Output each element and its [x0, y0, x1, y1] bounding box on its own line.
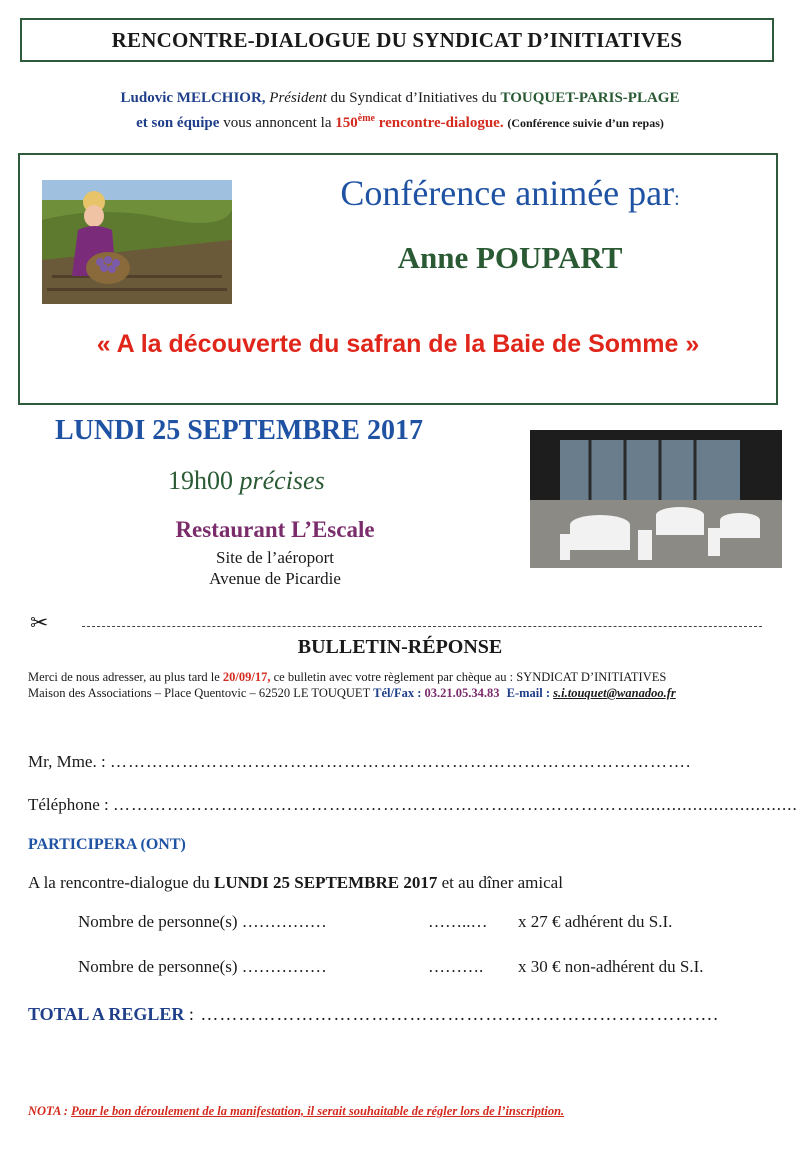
- members-count-label: Nombre de personne(s) ……………: [78, 912, 327, 931]
- venue-address-2: Avenue de Picardie: [209, 569, 341, 588]
- event-time-note: précises: [239, 466, 325, 495]
- name-label: Mr, Mme. :: [28, 752, 106, 771]
- rencontre-date: LUNDI 25 SEPTEMBRE 2017: [214, 873, 438, 892]
- members-count-field[interactable]: ……..…: [428, 912, 488, 931]
- town-name: TOUQUET-PARIS-PLAGE: [500, 90, 680, 106]
- team-text: et son équipe: [136, 115, 220, 131]
- total-field[interactable]: : ……………………………………………………………………….: [188, 1004, 719, 1024]
- email-label: E-mail :: [506, 686, 551, 700]
- event-date: LUNDI 25 SEPTEMBRE 2017: [55, 415, 423, 446]
- rencontre-line: [28, 873, 563, 893]
- email-link[interactable]: s.i.touquet@wanadoo.fr: [553, 686, 676, 700]
- members-price: x 27 € adhérent du S.I.: [518, 912, 673, 931]
- edition-label: rencontre-dialogue.: [378, 115, 504, 131]
- phone-label: Téléphone :: [28, 795, 109, 814]
- president-role: Président: [269, 90, 327, 106]
- intro-line-1: [0, 90, 800, 107]
- conference-title-text: Conférence animée par: [340, 173, 675, 213]
- non-members-price: x 30 € non-adhérent du S.I.: [518, 957, 704, 976]
- phone-field[interactable]: ……………………………………………………………………………...............................: [112, 795, 798, 814]
- speaker-name: Anne POUPART: [397, 240, 623, 275]
- edition-number: [335, 115, 503, 131]
- tel-label: Tél/Fax :: [373, 686, 422, 700]
- bulletin-address: Maison des Associations – Place Quentovic – 62520 LE TOUQUET: [28, 686, 370, 700]
- name-field-row[interactable]: [28, 752, 691, 772]
- bulletin-line-1-a: Merci de nous adresser, au plus tard le: [28, 670, 220, 684]
- participera-heading: PARTICIPERA (ONT): [28, 836, 186, 853]
- event-time: [168, 466, 325, 496]
- nota: [28, 1104, 564, 1119]
- conference-title-colon: :: [674, 188, 680, 210]
- non-members-count-label: Nombre de personne(s) ……………: [78, 957, 327, 976]
- nota-label: NOTA :: [28, 1104, 68, 1118]
- nota-text: Pour le bon déroulement de la manifestation, il serait souhaitable de régler lors de l’inscription.: [71, 1104, 565, 1118]
- conference-topic: « A la découverte du safran de la Baie de Somme »: [96, 330, 700, 358]
- conference-title: [250, 172, 770, 214]
- bulletin-line-2: [28, 686, 676, 701]
- intro-line-2: [0, 113, 800, 132]
- edition-num: 150: [335, 115, 358, 131]
- bulletin-line-1: [28, 670, 666, 685]
- venue-name: Restaurant L’Escale: [175, 517, 375, 542]
- total-row[interactable]: [28, 1004, 719, 1025]
- scissors-icon: ✂: [30, 611, 49, 636]
- announce-text: vous annoncent la: [223, 115, 332, 131]
- bulletin-line-1-b: ce bulletin avec votre règlement par chèque au : SYNDICAT D’INITIATIVES: [273, 670, 667, 684]
- saffron-photo: [42, 180, 232, 304]
- event-time-value: 19h00: [168, 466, 233, 495]
- phone-field-row[interactable]: [28, 795, 798, 815]
- restaurant-photo: [530, 430, 782, 568]
- meal-note: (Conférence suivie d’un repas): [507, 116, 664, 130]
- cut-line: [82, 626, 762, 627]
- president-name: Ludovic MELCHIOR,: [120, 90, 266, 106]
- non-members-count-field[interactable]: ……….: [428, 957, 484, 976]
- tel-number: 03.21.05.34.83: [424, 686, 500, 700]
- page-title: RENCONTRE-DIALOGUE DU SYNDICAT D’INITIATIVES: [20, 18, 774, 62]
- venue-address-1: Site de l’aéroport: [215, 548, 334, 567]
- deadline: 20/09/17,: [222, 670, 271, 684]
- intro-mid-text: du Syndicat d’Initiatives du: [330, 90, 497, 106]
- rencontre-text-b: et au dîner amical: [441, 873, 563, 892]
- rencontre-text-a: A la rencontre-dialogue du: [28, 873, 210, 892]
- edition-sup: ème: [357, 113, 375, 124]
- bulletin-title: BULLETIN-RÉPONSE: [297, 636, 503, 658]
- total-label: TOTAL A REGLER: [28, 1004, 185, 1024]
- name-field[interactable]: …………………………………………………………………………………….: [109, 752, 692, 771]
